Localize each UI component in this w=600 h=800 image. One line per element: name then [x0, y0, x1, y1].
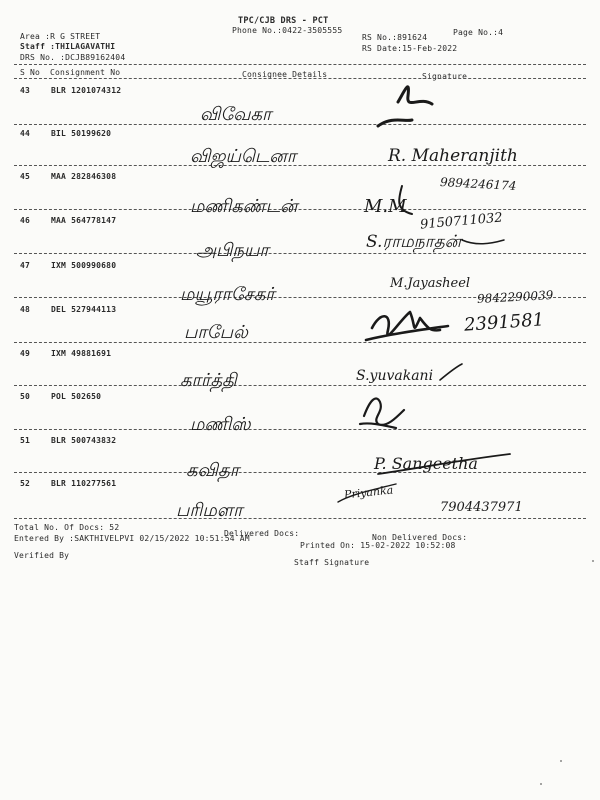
scan-speck [560, 760, 562, 762]
handwritten-signature: R. Maheranjith [388, 146, 518, 166]
row-sno: 44 [20, 129, 31, 138]
row-sno: 47 [20, 261, 31, 270]
handwritten-consignee-name: கவிதா [186, 460, 240, 481]
col-header-consignment: Consignment No [50, 68, 121, 77]
handwritten-consignee-name: விஜய்டெனா [190, 146, 297, 167]
scan-speck [592, 560, 594, 562]
handwritten-consignee-name: மணிகண்டன் [190, 196, 298, 217]
row-sno: 51 [20, 436, 31, 445]
handwritten-phone: 9150711032 [419, 210, 504, 233]
row-sno: 48 [20, 305, 31, 314]
row-divider [14, 253, 586, 254]
row-divider [14, 518, 586, 519]
handwritten-consignee-name: விவேகா [200, 104, 272, 125]
row-consignment: BLR 110277561 [51, 479, 117, 488]
drs-number: DRS No. :DCJB89162404 [20, 53, 126, 62]
rs-number: RS No.:891624 [362, 33, 428, 42]
row-consignment: IXM 500990680 [51, 261, 117, 270]
document-title: TPC/CJB DRS - PCT [238, 16, 329, 26]
row-divider [14, 385, 586, 386]
rs-date: RS Date:15-Feb-2022 [362, 44, 458, 53]
col-header-sno: S No [20, 68, 41, 77]
handwritten-signature: P. Sangeetha [374, 454, 478, 473]
row-consignment: BLR 1201074312 [51, 86, 122, 95]
handwritten-consignee-name: பாபேல் [184, 322, 248, 343]
row-divider [14, 124, 586, 125]
handwritten-phone: 9894246174 [439, 175, 517, 193]
handwritten-signature: M.Jayasheel [390, 276, 471, 291]
header-divider-top [14, 64, 586, 65]
staff-signature: Staff Signature [294, 558, 370, 567]
row-sno: 49 [20, 349, 31, 358]
signature-scribble [360, 398, 404, 428]
row-divider [14, 342, 586, 343]
printed-on: Printed On: 15-02-2022 10:52:08 [300, 541, 456, 550]
phone-number: Phone No.:0422-3505555 [232, 26, 343, 35]
handwritten-consignee-name: கார்த்தி [180, 370, 237, 391]
row-consignment: MAA 282846308 [51, 172, 117, 181]
staff-label: Staff :THILAGAVATHI [20, 42, 116, 51]
handwritten-phone: 9842290039 [476, 288, 554, 306]
row-consignment: BLR 500743832 [51, 436, 117, 445]
row-sno: 45 [20, 172, 31, 181]
handwritten-consignee-name: அபிநயா [196, 240, 269, 261]
delivered-docs: Delivered Docs: [224, 529, 300, 538]
handwritten-consignee-name: மணிஸ் [190, 414, 251, 435]
handwritten-consignee-name: மயூராசேகர் [180, 284, 275, 305]
area-label: Area :R G STREET [20, 32, 101, 41]
scan-speck [540, 783, 542, 785]
col-header-consignee: Consignee Details [242, 70, 328, 79]
handwritten-signature: S.ராமநாதன் [366, 232, 462, 252]
handwritten-signature: Priyanka [343, 483, 394, 502]
verified-by: Verified By [14, 551, 70, 560]
row-sno: 46 [20, 216, 31, 225]
row-consignment: IXM 49881691 [51, 349, 112, 358]
row-sno: 52 [20, 479, 31, 488]
handwritten-number: 2391581 [463, 309, 545, 336]
row-consignment: BIL 50199620 [51, 129, 112, 138]
total-docs: Total No. Of Docs: 52 [14, 523, 120, 532]
signature-scribble [440, 364, 462, 380]
handwritten-phone: 7904437971 [440, 500, 523, 515]
entered-by: Entered By :SAKTHIVELPVI 02/15/2022 10:51:54 AM [14, 534, 250, 543]
handwritten-consignee-name: பரிமளா [176, 500, 243, 521]
page-number: Page No.:4 [453, 28, 504, 37]
non-delivered-docs: Non Delivered Docs: [372, 533, 468, 542]
row-divider [14, 472, 586, 473]
header-divider-bottom [14, 78, 586, 79]
row-divider [14, 429, 586, 430]
signature-scribble [462, 240, 504, 244]
handwritten-signature: S.yuvakani [356, 368, 434, 384]
signature-scribble [366, 312, 448, 340]
row-consignment: POL 502650 [51, 392, 102, 401]
row-consignment: DEL 527944113 [51, 305, 117, 314]
col-header-signature: Signature [422, 72, 468, 81]
signature-scribble [378, 87, 432, 126]
row-consignment: MAA 564778147 [51, 216, 117, 225]
handwritten-signature: M.M [364, 196, 407, 217]
row-sno: 50 [20, 392, 31, 401]
row-sno: 43 [20, 86, 31, 95]
